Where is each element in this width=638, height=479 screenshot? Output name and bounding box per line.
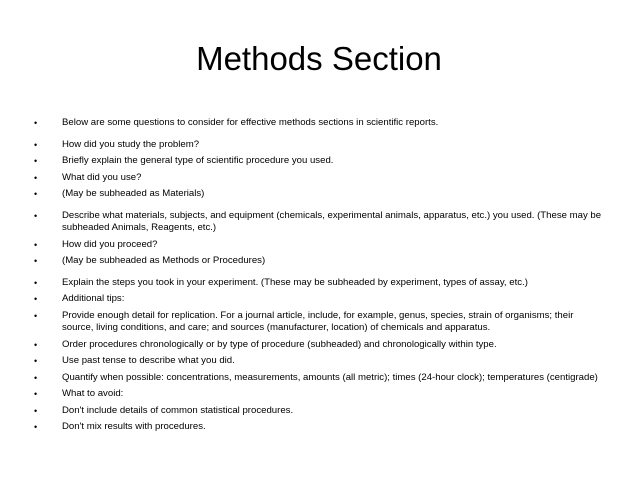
bullet-text: Below are some questions to consider for effective methods sections in scientific reports.	[62, 117, 439, 128]
bullet-dot: •	[34, 256, 38, 266]
bullet-dot: •	[34, 239, 38, 250]
bullet-item	[34, 239, 604, 252]
bullet-text: Order procedures chronologically or by type of procedure (subheaded) and chronologically within type.	[62, 338, 497, 350]
bullet-item	[34, 277, 604, 290]
bullet-dot: •	[34, 372, 38, 383]
bullet-dot: •	[34, 189, 38, 199]
bullet-text: Quantify when possible: concentrations, measurements, amounts (all metric); times (24-hour clock); temperatures (centigrade)	[62, 371, 598, 383]
bullet-list	[34, 117, 604, 438]
bullet-text: Provide enough detail for replication. For a journal article, include, for example, genus, species, strain of organisms; their source, living conditions, and care; and sources (manufacturer, location) of chemicals and apparatus.	[62, 309, 574, 333]
bullet-item	[34, 210, 604, 235]
bullet-text: Explain the steps you took in your experiment. (These may be subheaded by experiment, types of assay, etc.)	[62, 276, 528, 288]
bullet-item	[34, 172, 604, 185]
slide-title: Methods Section	[196, 40, 442, 77]
bullet-text: Briefly explain the general type of scientific procedure you used.	[62, 155, 334, 166]
bullet-dot: •	[34, 405, 38, 416]
bullet-text: How did you proceed?	[62, 238, 158, 250]
bullet-item	[34, 255, 604, 268]
bullet-item	[34, 388, 604, 401]
bullet-item	[34, 372, 604, 385]
bullet-dot: •	[34, 277, 38, 288]
bullet-item	[34, 405, 604, 418]
bullet-item	[34, 188, 604, 201]
bullet-text: (May be subheaded as Methods or Procedures)	[62, 255, 266, 266]
bullet-item	[34, 355, 604, 368]
bullet-dot: •	[34, 172, 38, 183]
bullet-item	[34, 139, 604, 152]
bullet-text: Don't mix results with procedures.	[62, 421, 206, 432]
bullet-text: Describe what materials, subjects, and equipment (chemicals, experimental animals, apparatus, etc.) you used. (These may be subheaded Animals, Reagents, etc.)	[62, 209, 602, 233]
bullet-text: How did you study the problem?	[62, 138, 200, 150]
bullet-dot: •	[34, 210, 38, 221]
bullet-text: Don't include details of common statistical procedures.	[62, 404, 294, 416]
bullet-item	[34, 310, 604, 335]
bullet-dot: •	[34, 156, 38, 166]
bullet-text: What to avoid:	[62, 388, 124, 399]
bullet-item	[34, 155, 604, 168]
bullet-item	[34, 339, 604, 352]
bullet-text: Use past tense to describe what you did.	[62, 355, 235, 366]
bullet-text: (May be subheaded as Materials)	[62, 188, 205, 199]
bullet-dot: •	[34, 310, 38, 321]
bullet-dot: •	[34, 389, 38, 399]
bullet-dot: •	[34, 356, 38, 366]
bullet-text: Additional tips:	[62, 293, 125, 304]
bullet-dot: •	[34, 139, 38, 150]
bullet-dot: •	[34, 118, 38, 128]
bullet-item	[34, 421, 604, 434]
bullet-dot: •	[34, 294, 38, 304]
bullet-dot: •	[34, 422, 38, 432]
bullet-item	[34, 293, 604, 306]
bullet-dot: •	[34, 339, 38, 350]
bullet-text: What did you use?	[62, 171, 142, 183]
bullet-item	[34, 117, 604, 130]
